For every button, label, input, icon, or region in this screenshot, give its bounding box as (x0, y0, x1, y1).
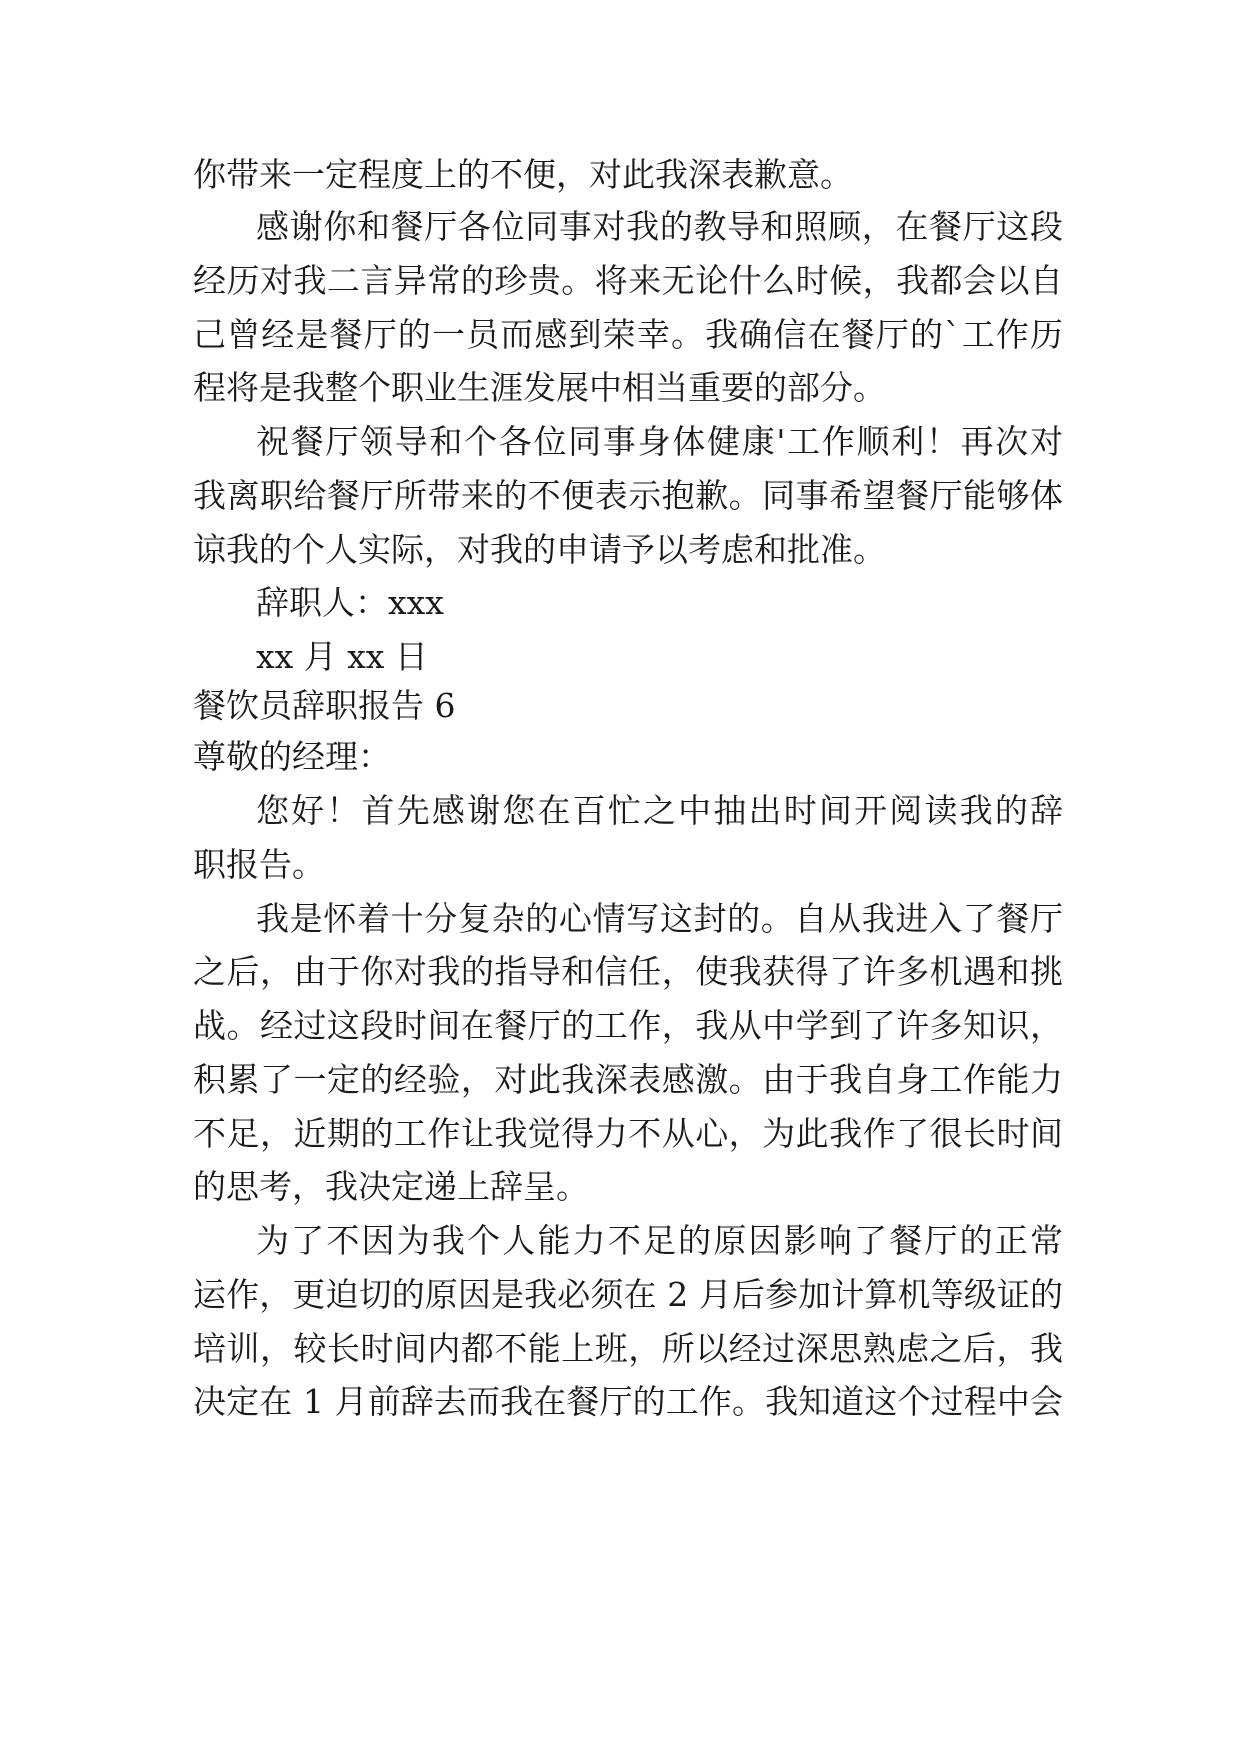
text-line: 的思考，我决定递上辞呈。 (193, 1167, 589, 1206)
salutation: 尊敬的经理： (193, 737, 391, 776)
text-line: 我离职给餐厅所带来的不便表示抱歉。同事希望餐厅能够体 (193, 476, 1063, 515)
text-line: 程将是我整个职业生涯发展中相当重要的部分。 (193, 368, 886, 407)
text-line: 你带来一定程度上的不便，对此我深表歉意。 (193, 155, 853, 194)
text-line: 谅我的个人实际，对我的申请予以考虑和批准。 (193, 530, 886, 569)
text-line: 积累了一定的经验，对此我深表感激。由于我自身工作能力 (193, 1060, 1063, 1099)
text-line: 我是怀着十分复杂的心情写这封的。自从我进入了餐厅 (256, 899, 1063, 938)
text-line: 不足，近期的工作让我觉得力不从心，为此我作了很长时间 (193, 1114, 1063, 1153)
text-line: 己曾经是餐厅的一员而感到荣幸。我确信在餐厅的`工作历 (193, 315, 1063, 354)
text-line: 祝餐厅领导和个各位同事身体健康'工作顺利！再次对 (256, 422, 1063, 461)
text-line: 决定在 1 月前辞去而我在餐厅的工作。我知道这个过程中会 (193, 1382, 1063, 1421)
text-line: 战。经过这段时间在餐厅的工作，我从中学到了许多知识， (193, 1006, 1063, 1045)
text-line: 运作，更迫切的原因是我必须在 2 月后参加计算机等级证的 (193, 1275, 1063, 1314)
text-line: 感谢你和餐厅各位同事对我的教导和照顾，在餐厅这段 (256, 207, 1063, 246)
text-line: 培训，较长时间内都不能上班，所以经过深思熟虑之后，我 (193, 1329, 1063, 1368)
text-line: 为了不因为我个人能力不足的原因影响了餐厅的正常 (256, 1221, 1063, 1260)
date-line: xx 月 xx 日 (256, 637, 428, 676)
text-line: 经历对我二言异常的珍贵。将来无论什么时候，我都会以自 (193, 261, 1063, 300)
text-line: 您好！首先感谢您在百忙之中抽出时间开阅读我的辞 (256, 791, 1063, 830)
text-line: 之后，由于你对我的指导和信任，使我获得了许多机遇和挑 (193, 952, 1063, 991)
text-line: 职报告。 (193, 845, 325, 884)
section-title: 餐饮员辞职报告 6 (193, 686, 456, 725)
signature-line: 辞职人：xxx (256, 583, 444, 622)
